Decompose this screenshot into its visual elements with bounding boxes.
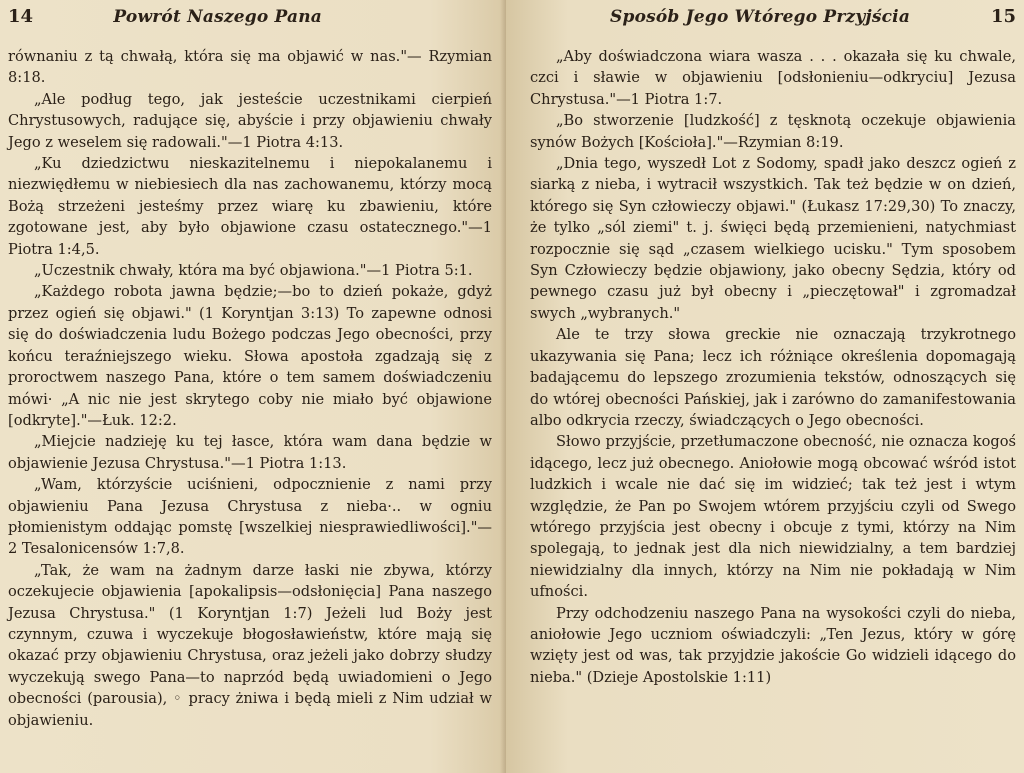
paragraph: „Miejcie nadzieję ku tej łasce, która wam dana będzie w objawienie Jezusa Chrystusa."—1 Piotra 1:13. [8, 433, 492, 472]
page-number: 14 [8, 6, 34, 27]
left-page [0, 0, 506, 773]
paragraph: Przy odchodzeniu naszego Pana na wysokości czyli do nieba, aniołowie Jego uczniom oświadczyli: „Ten Jezus, który w górę wzięty jest od was, tak przyjdzie jakoście Go widzieli idącego do nieba." (Dzieje Apostolskie 1:11) [530, 604, 1016, 686]
left-page-body [8, 46, 492, 731]
paragraph: „Ku dziedzictwu nieskazitelnemu i niepokalanemu i niezwiędłemu w niebiesiech dla nas zachowanemu, którzy mocą Bożą strzeżeni jesteśmy przez wiarę ku zbawieniu, które zgotowane jest, aby było objawione czasu ostatecznego."—1 Piotra 1:4,5. [8, 155, 492, 258]
paragraph: Słowo przyjście, przetłumaczone obecność, nie oznacza kogoś idącego, lecz już obecnego. Aniołowie mogą obcować wśród istot ludzkich i wcale nie dać się im widzieć; tak też jest i wtym względzie, że Pan po Swojem wtórem przyjściu czyli od Swego wtórego przyjścia jest obecny i obcuje z tymi, którzy na Nim spolegają, to jednak jest dla nich niewidzialny, a tem bardziej niewidzialny dla innych, którzy na Nim nie pokładają w Nim ufności. [530, 433, 1016, 601]
paragraph: „Uczestnik chwały, która ma być objawiona."—1 Piotra 5:1. [34, 262, 473, 280]
paragraph: „Bo stworzenie [ludzkość] z tęsknotą oczekuje objawienia synów Bożych [Kościoła]."—Rzymian 8:19. [530, 112, 1016, 151]
page-number: 15 [990, 6, 1016, 27]
paragraph: „Aby doświadczona wiara wasza . . . okazała się ku chwale, czci i sławie w objawieniu [odsłonieniu—odkryciu] Jezusa Chrystusa."—1 Piotra 1:7. [530, 48, 1016, 108]
paragraph: „Dnia tego, wyszedł Lot z Sodomy, spadł jako deszcz ogień z siarką z nieba, i wytracił wszystkich. Tak też będzie w on dzień, którego się Syn człowieczy objawi." (Łukasz 17:29,30) To znaczy, że tylko „sól ziemi" t. j. święci będą przemienieni, natychmiast rozpocznie się sąd „czasem wielkiego ucisku." Tym sposobem Syn Człowieczy będzie objawiony, jako obecny Sędzia, który od pewnego czasu już był obecny i „pieczętował" i zgromadzał swych „wybranych." [530, 155, 1016, 322]
paragraph: równaniu z tą chwałą, która się ma objawić w nas."— Rzymian 8:18. [8, 48, 492, 87]
right-page-body [530, 46, 1016, 688]
right-page [506, 0, 1024, 773]
paragraph: Ale te trzy słowa greckie nie oznaczają trzykrotnego ukazywania się Pana; lecz ich różniące określenia dopomagają badającemu do lepszego zrozumienia tekstów, odnoszących się do wtórej obecności Pańskiej, jak i zarówno do zamanifestowania albo odkrycia rzeczy, świadczących o Jego obecności. [530, 326, 1016, 429]
running-title: Powrót Naszego Pana [113, 7, 322, 27]
right-page-header [530, 6, 1016, 40]
left-page-header [8, 6, 492, 40]
paragraph: „Każdego robota jawna będzie;—bo to dzień pokaże, gdyż przez ogień się objawi." (1 Koryntjan 3:13) To zapewne odnosi się do doświadczenia ludu Bożego podczas Jego obecności, przy końcu teraźniejszego wieku. Słowa apostoła zgadzają się z proroctwem naszego Pana, które o tem samem doświadczeniu mówi· „A nic nie jest skrytego coby nie miało być objawione [odkryte]."—Łuk. 12:2. [8, 283, 492, 429]
paragraph: „Ale podług tego, jak jesteście uczestnikami cierpień Chrystusowych, radujące się, abyście i przy objawieniu chwały Jego z weselem się radowali."—1 Piotra 4:13. [8, 90, 492, 151]
paragraph: „Wam, którzyście uciśnieni, odpocznienie z nami przy objawieniu Pana Jezusa Chrystusa z nieba·.. w ogniu płomienistym oddając pomstę [wszelkiej niesprawiedliwości]."—2 Tesalonicensów 1:7,8. [8, 476, 492, 558]
paragraph: „Tak, że wam na żadnym darze łaski nie zbywa, którzy oczekujecie objawienia [apokalipsis—odsłonięcia] Pana naszego Jezusa Chrystusa." (1 Koryntjan 1:7) Jeżeli lud Boży jest czynnym, czuwa i wyczekuje błogosławieństw, które mają się okazać przy objawieniu Chrystusa, oraz jeżeli jako dobrzy słudzy wyczekują swego Pana—to naprzód będą uwiadomieni o Jego obecności (parousia), ◦ pracy żniwa i będą mieli z Nim udział w objawieniu. [8, 561, 492, 729]
running-title: Sposób Jego Wtórego Przyjścia [610, 7, 911, 27]
